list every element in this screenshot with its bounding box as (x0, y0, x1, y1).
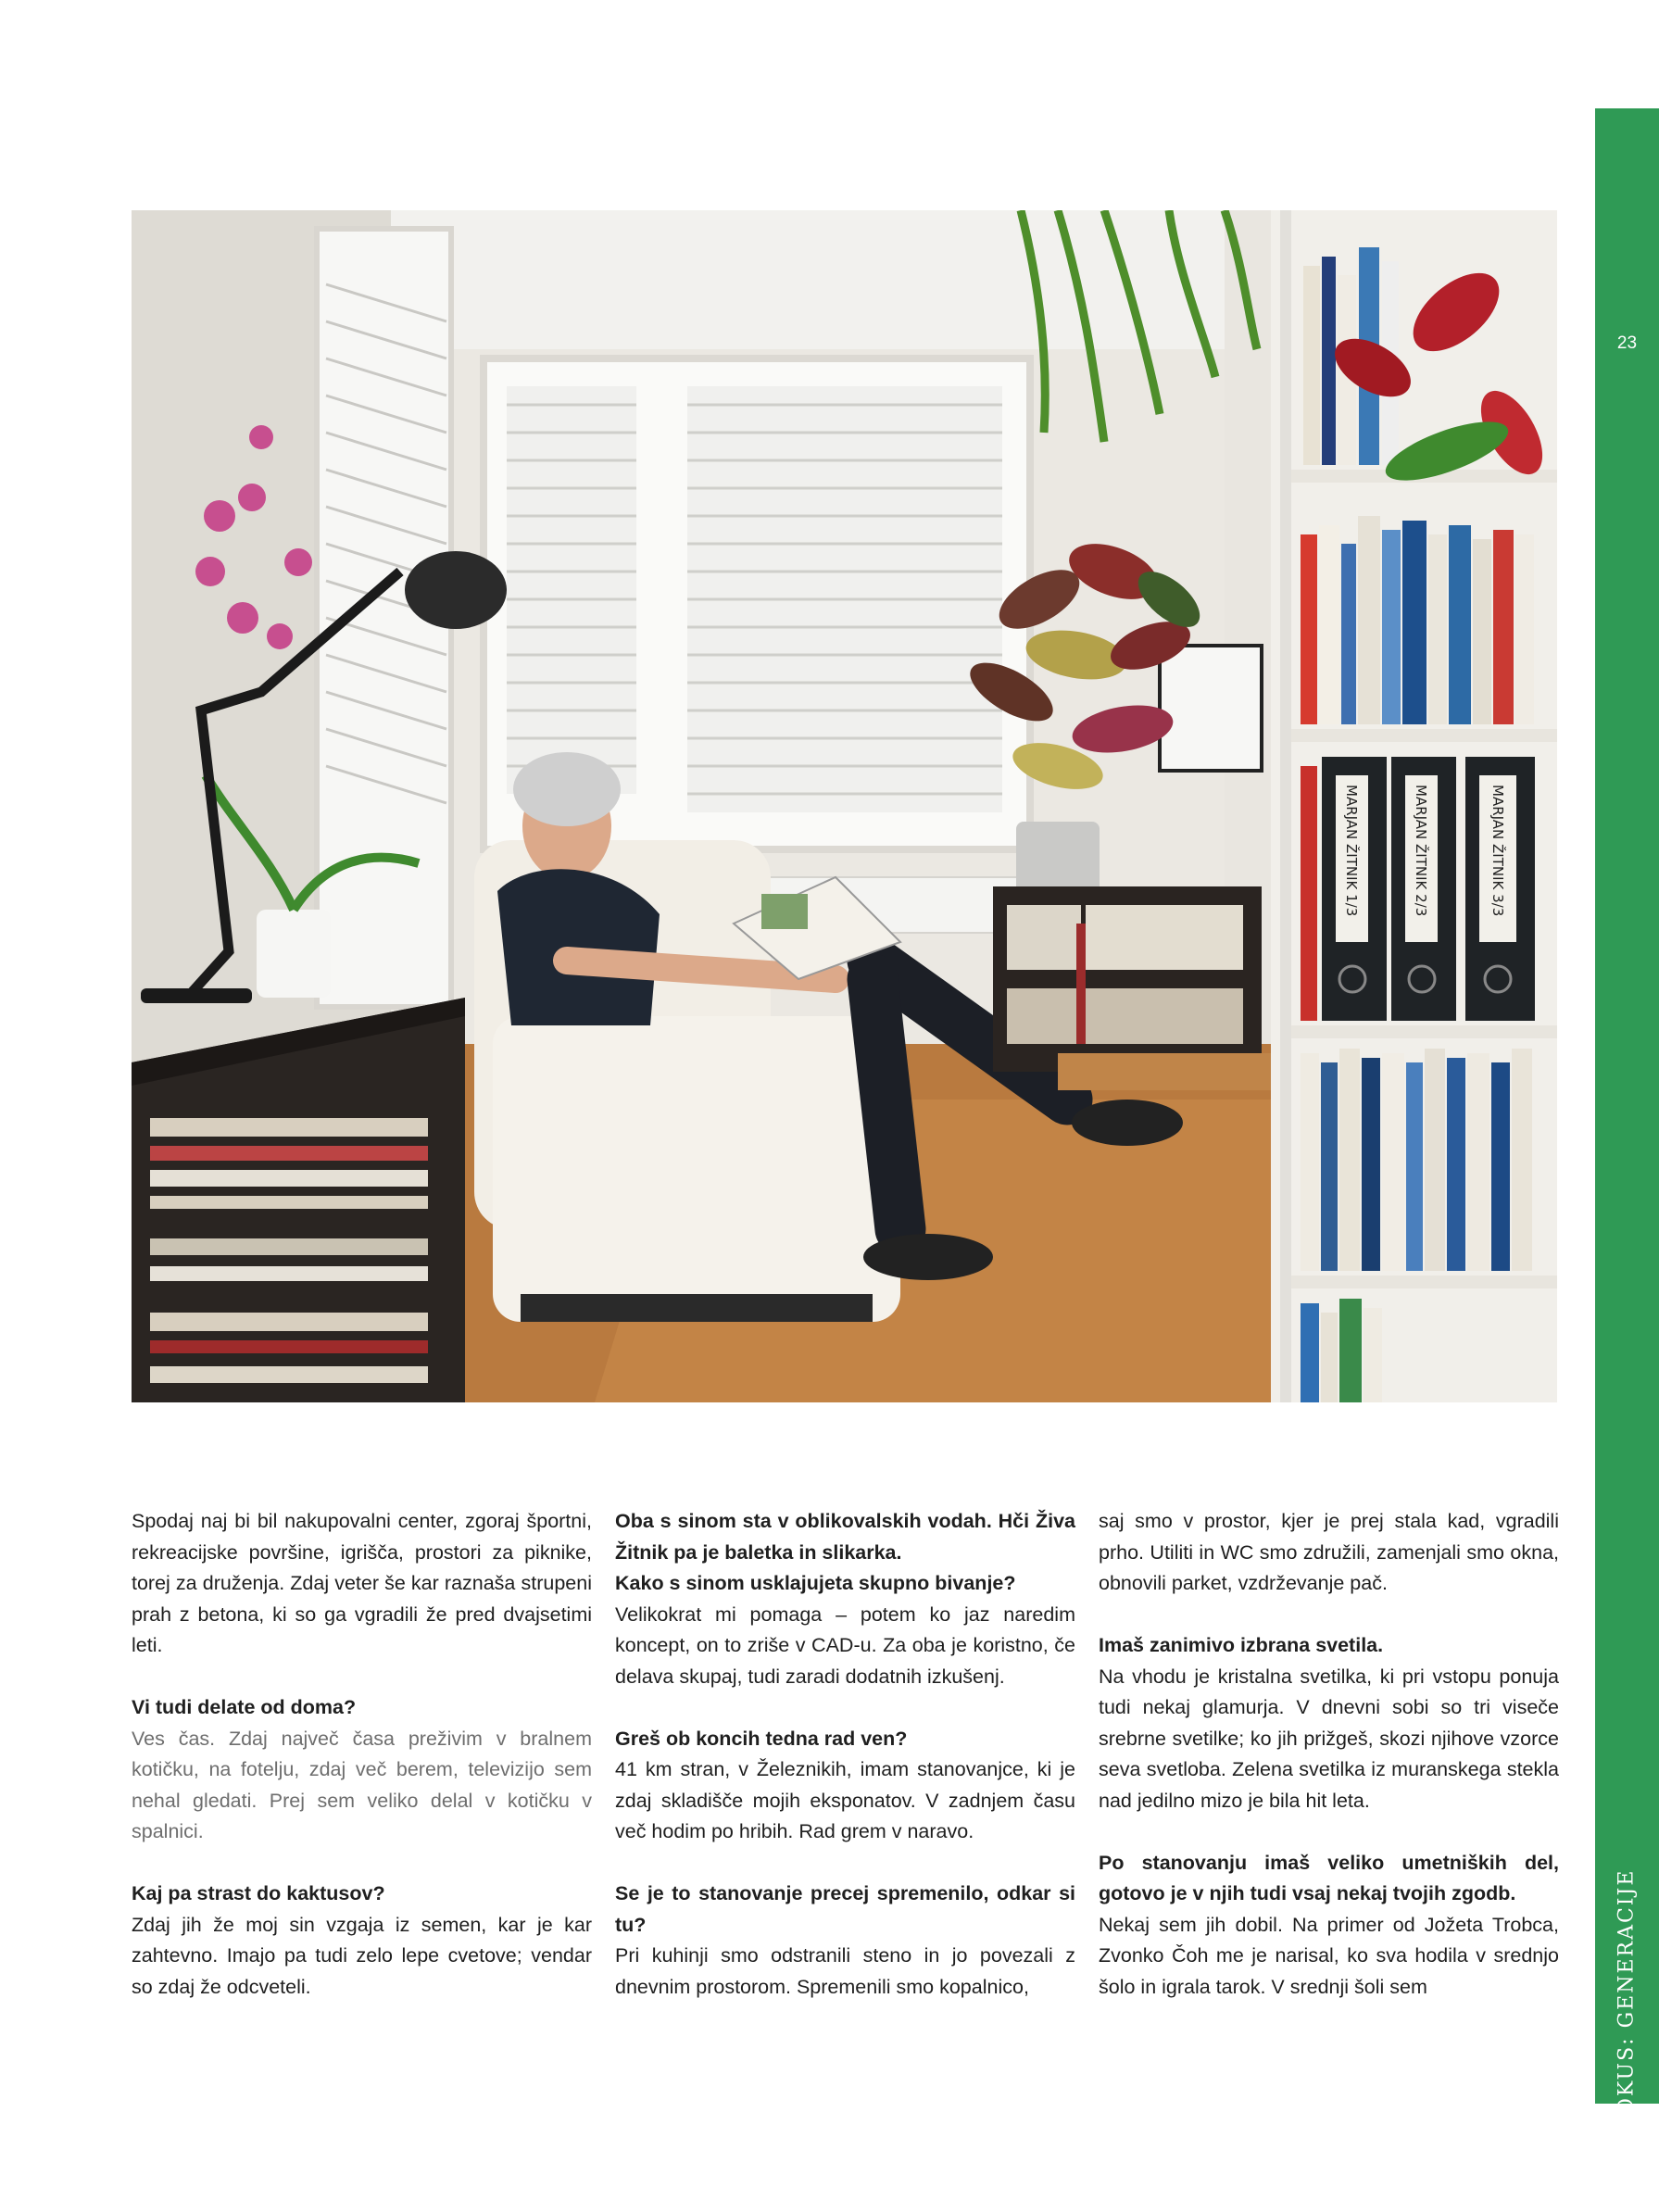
question: Vi tudi delate od doma? (132, 1696, 357, 1718)
qa-block (132, 1879, 592, 2003)
answer: Velikokrat mi pomaga – potem ko jaz naredim koncept, on to zriše v CAD-u. Za oba je koristno, če delava skupaj, tudi zaradi dodatnih izkušenj. (615, 1602, 1075, 1688)
paragraph: Spodaj naj bi bil nakupovalni center, zgoraj športni, rekreacijske površine, igrišča, prostori za piknike, torej za druženja. Zdaj veter še kar raznaša strupeni prah z betona, ki so ga vgradili že pred dvajsetimi leti. (132, 1510, 592, 1656)
svg-text:MARJAN ŽITNIK 2/3: MARJAN ŽITNIK 2/3 (1413, 785, 1429, 917)
answer: Na vhodu je kristalna svetilka, ki pri vstopu ponuja tudi nekaj glamurja. V dnevni sobi so tri viseče srebrne svetilke; ko jih prižgeš, skozi njihove vzorce seva svetloba. Zelena svetilka iz muranskega stekla nad jedilno mizo je bila hit leta. (1099, 1665, 1559, 1812)
qa-block (615, 1724, 1075, 1848)
section-label: FOKUS: GENERACIJE (1615, 1868, 1639, 2131)
answer: Nekaj sem jih dobil. Na primer od Jožeta Trobca, Zvonko Čoh me je narisal, ko sva hodila v srednjo šolo in igrala tarok. V srednji šoli sem (1099, 1913, 1559, 1998)
svg-text:MARJAN ŽITNIK 1/3: MARJAN ŽITNIK 1/3 (1343, 785, 1360, 917)
photo-illustration (132, 210, 1557, 1402)
question: Po stanovanju imaš veliko umetniških del, gotovo je v njih tudi vsaj nekaj tvojih zgodb. (1099, 1851, 1559, 1904)
answer: Ves čas. Zdaj največ časa preživim v bralnem kotičku, na fotelju, zdaj več berem, televizijo sem nehal gledati. Prej sem veliko delal v kotičku v spalnici. (132, 1727, 592, 1842)
question: Se je to stanovanje precej spremenilo, odkar si tu? (615, 1882, 1075, 1936)
question: Kako s sinom usklajujeta skupno bivanje? (615, 1572, 1016, 1594)
question: Kaj pa strast do kaktusov? (132, 1882, 385, 1904)
reading-corner-photo (132, 210, 1557, 1402)
qa-block (1099, 1848, 1559, 2004)
question: Imaš zanimivo izbrana svetila. (1099, 1634, 1384, 1656)
svg-text:MARJAN ŽITNIK 3/3: MARJAN ŽITNIK 3/3 (1489, 785, 1506, 917)
text-column-3 (1099, 1506, 1559, 2003)
question: Greš ob koncih tedna rad ven? (615, 1727, 908, 1750)
answer: Pri kuhinji smo odstranili steno in jo povezali z dnevnim prostorom. Spremenili smo kopalnico, (615, 1944, 1075, 1998)
qa-block (615, 1879, 1075, 2003)
section-sidebar (1595, 108, 1659, 2131)
answer: Zdaj jih že moj sin vzgaja iz semen, kar je kar zahtevno. Imajo pa tudi zelo lepe cvetove; vendar so zdaj že odcveteli. (132, 1913, 592, 1998)
qa-block (615, 1506, 1075, 1692)
text-column-1 (132, 1506, 592, 2003)
question: Oba s sinom sta v oblikovalskih vodah. Hči Živa Žitnik pa je baletka in slikarka. (615, 1510, 1075, 1564)
paragraph: saj smo v prostor, kjer je prej stala kad, vgradili prho. Utiliti in WC smo združili, zamenjali smo okna, obnovili parket, vzdrževanje pač. (1099, 1510, 1559, 1594)
qa-block (132, 1692, 592, 1848)
answer: 41 km stran, v Železnikih, imam stanovanjce, ki je zdaj skladišče mojih eksponatov. V zadnjem času več hodim po hribih. Rad grem v naravo. (615, 1758, 1075, 1842)
text-column-2 (615, 1506, 1075, 2003)
qa-block (1099, 1630, 1559, 1816)
page-number: 23 (1616, 333, 1638, 353)
